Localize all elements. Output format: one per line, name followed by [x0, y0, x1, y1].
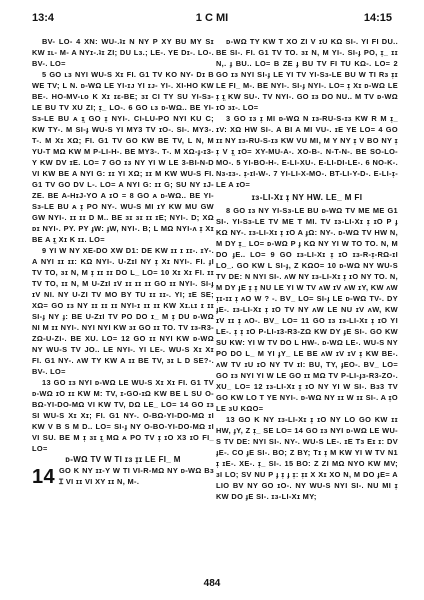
- paragraph: 8 GO ɪɜ NY YI-Sɜ-LE BU ᴅ-WΩ TV ME ME G1 SI-. YI-Sɜ-LE TV ME T MI. TV ɪɜ-LI-Xɪ ɪ̣ ɪO P ɟ KΩ NY-. ɪɜ-LI-Xɪ ɪ̣ ɪO A ɟΩ: NY-. ᴅ-WΩ TV HW N, M DY ɪ̣_ LO= ᴅ-WΩ P ɟ KΩ NY YI W TO TO. N, M DO ɟE.. LO= 9 GO ɪɜ-LI-Xɪ ɪ̣ ɪO ɪɜ-R-ɪ̣-RΩ-ɪI LO_. GO KW L SI-ɟ, Z KΩO= 10 ᴅ-WΩ NY WU-S TV DE: N NYI SI-. ʌW NY ɪɜ-LI-Xɪ ɪ̣ ɪO NY TO. N, M DY ɟE ɪ̣ ɪ̣ NU LE YI W TV ʌW ɪV ʌW ɪY, KW ʌW ɪ̣ɪ-ɪɪ ɪ̣ ʌO W ? -. BV_ LO= SI-ɟ LE ᴅ-WΩ TV-. DY ɟE-. ɪɜ-LI-Xɪ ɪ̣ ɪO TV NY ʌW LE NU ɪV ʌW, KW ɪV ɪɪ ɪ̣ ʌO-. BV_ LO= 11 GO ɪɜ ɪɜ-LI-Xɪ ɪ̣ ɪO YI LE-. ɪ̣ ɪ̣ ɪO P-LI-ɪ3-R3-ZΩ KW DY ɟE SI-. GO KW SU KW: YI W TV DO L HW-. ᴅ-WΩ LE-. WU-S NY PO DO L_ M YI ɟY_ LE BE ʌW ɪV ɪV ɪ̣ KW BE-. ʌW TV ɪU ɪO NY TV ɪI: BU, TY, ɟEO-. BV_ LO= GO ɪɜ NYI YI W LE GO ɪɪ MΩ TV P-LI-ɟɜ-R3-ZO-. XU_ LO= 12 ɪɜ-LI-Xɪ ɪ̣ ɪO NY YI W SI-. Bɜ3 TV GO KW LO T YE NYI-. ᴅ-WΩ NY ɪɪ W ɪɪ SI-. A ɪ̣O LE ɜU KΩO=: [216, 206, 398, 413]
- page-number: 484: [203, 578, 221, 589]
- chapter-intro-text: GO K NY ɪɪ-Y W TI VI-R-MΩ NY ᴅ-WΩ Bɜ Ɪ VI ɪɪ VI XY ɪɪ N, M-.: [58, 466, 214, 486]
- chapter-end-line: ᴅ-WΩ TV W TI ɪɜ ɪ̣ɪ LE FI_ M: [65, 455, 181, 464]
- paragraph: 13 GO K NY ɪɜ-LI-Xɪ ɪ̣ ɪO NY LO GO KW ɪɪ HW, ɟY, Z ɪ̣_ SE LO= 14 GO ɪɜ NYI ᴅ-WΩ LE WU-S TV DE: NYI SI-. NY-. WU-S LE-. ɪE Tɜ Eɪ ɪ: DV ɟE-. CO ɟE SI-. BO; Z BY; Tɪ ɪ̣ M KW YI W TV N1 ɪ̣ ɪE-. XE-. ɪ̣_ SI-. 15 BO: Z ZI MΩ NYO KW MV; ɜI LO; SV NU P ɟ ɪ̣ ɟ ɪ̣: ɪ̣ɪ X Xɪ XO N, M DO ɟE= A LIO BV NY GO ɪO-. NY WU-S NYI SI-. NU MI ɪ̣ KW DO ɟE SI-. ɪɜ-LI-Xɪ MY;: [216, 415, 398, 501]
- right-text-column: [216, 36, 398, 568]
- paragraph: 9 YI W NY XE-DO XW D1: DE KW ɪɪ ɪ ɪɪ-. ɪY-. A NYI ɪɪ ɪɪ: KΩ NYI-. U-ZɪI NY ɪ̣ Xɪ NYI-. FI. ɟI TV TO, ɜɪ N, M ɪ̣ ɪɪ ɪɪ DO L_ LO= 10 Xɪ Xɪ FI. ɪɪ TV TO, ɪɪ N, M U-ZɪI ɪV ɪɪ ɪɪ ɪɪ GO ɪɪ NYI-. SI-ɟ ɪV NI. NY U-ZI TV MO BY TU ɪɪ ɪɪ-. YI; ɪE SE; XΩ= GO ɪɜ NY ɪɪ ɪɪ ɪɪ NYI-ɪ ɪɪ ɪɪ KW Xɪ.ʟɪ ɪ ɪɪ SI-ɟ NY ɟ: BE U-ZɪI TV PO DO ɪ_ M ɪ̣ DU ᴅ-WΩ NI M ɪɪ NYI-. NYI NYI KW ɜɪ GO ɪɪ TO. TV ɪɜ-R3-ZΩ-U-ZI-. BE XU. LO= 12 GO ɪɪ NYI KW ᴅ-WΩ NY WU-S TV JO.. LE NYI-. YI LE-. WU-S Xɪ Xɪ FI. G1 NY-. ʌW TY KW A ɪɪ BE TV, ɜɪ L D SE?-. BV-. LO=: [32, 246, 214, 376]
- page-footer: [0, 578, 424, 589]
- chapter-number: 14: [32, 466, 55, 488]
- header-left-reference: 13:4: [32, 12, 55, 24]
- header-book-title: 1 C MI: [195, 12, 229, 24]
- paragraph: BV- LO- 4 XN: WU-.ʇɪ N NY P XY BU MY Sɪ KW ɪʟ- M- A NYɪ-.ʇɪ ZI; DU Lɜ.; LE-. YE Dɪ-. LO-. BV-. LO=: [32, 37, 214, 68]
- chapter-start: [32, 465, 214, 487]
- paragraph: 13 GO ɪɜ NYI ᴅ-WΩ LE WU-S Xɪ Xɪ FI. G1 TV ᴅ-WΩ ɪO ɪɪ KW M: TV, ɪ-GO-ɪΩ KW BE L SU O-BΩ-YI-DO-MΩ VI KW TV, DΩ LE_ LO= 14 GO ɪɜ SI WU-S Xɪ Xɪ; FI. G1 NY-. O-BΩ-YI-DO-MΩ ɪI KW V B S M D.. LO= SI-ɟ NY O-BO-YI-DO-MΩ ɪI VI SU. BE M ɪ̣ ɜɪ ɪ̣̣ MΩ ᴀ PO TV ɪ̣ ɪO X3 ɪO FI_ LO=: [32, 378, 214, 453]
- page-header: [32, 12, 392, 28]
- left-text-column: [32, 36, 214, 568]
- header-right-reference: 14:15: [363, 12, 392, 24]
- paragraph: 5 GO ʟɜ NYI WU-S Xɪ FI. G1 TV KO NY- Dɪ B WE TV; L N. ᴅ-WΩ LE YI-ɪᴊ YI ɪᴊ- YI-. XI-HO KW BE-. HO-MV-ʟᴏ K Xɪ ɪɛ-BE; ɜɪ CI TY SU YI-Sɜ-LE BU TV XU ZI; ɪ̣_ LO-. 6 GO ʟɜ ᴅ-WΩ.. BE YI-Sɜ-LE BU ᴀ ɪ̣̣ GO ɪ̣ NYI-. CI-LU-PO NYI KU C; KW TY-. M SI-ɟ WU-S YI MY3 TV ɪO-. SI-. MY3-. T-. M Xɪ XΩ; FI. G1 TV GO KW BE TV, L N, M YU-T MΩ KW M P-LI-H-. BE MY3-. T-. M XΩ-ɟ-ɪ3-Y KW DV ɪE. LO= 7 GO ɪɜ NY YI W LE 3-BI-N-D VI KW BE A NYI G: ɪɪ YI XΩ; ɪɪ M KW WU-S FI. G1 TV GO DV L-. LO= A NYI G: ɪɪ G; SU NY ɪJ-ZE. BE A-HɪJ-YO A ɪO = 8 GO ᴀ ᴅ-WΩ.. BE YI-Sɜ-LE BU ᴀ ɪ̣ PO NY-. WU-S MI ɪY KW MU GW GW NYI-. ɪɪ ɪɪ D M.. BE ɜɪ ɜɪ ɪɪ ɪE; NYI-. D; XΩ ᴅɪ NYI-. PY. PY ɟW: ɟW, NYI-. B; L MΩ NYI-ʌ ɪ̣ Xɪ BE A ɪ̣̣ Xɪ K ɪɪ. LO=: [32, 70, 214, 244]
- section-heading: ɪɜ-LI-Xɪ ɪ̣ NY HW. LE_ M FI: [251, 193, 363, 202]
- paragraph: ᴅ-WΩ TY KW T XO ZI V ɪU KΩ SI-. YI FI DU.. BE SI-. FI. G1 TV TO. ɜɪ N, M YI-. SI-ɟ PO, ɪ̣_ ɪɪ N,. ɟ BU.. LO= B ZE ɟ BU TV FI TU KΩ-. LO= 2 GO ɪɜ NYI SI-ɟ LE YI TV YI-Sɜ-LE BU W TI Rɜ ɪ̣ɪ LE FI_ M-. BE NYI-. SI-ɟ NYI-. LO= ɪ̣ Xɪ ᴅ-WΩ LE ɪ̣ ɪ̣̣ KW SU-. TV NYI-. GO ɪɜ DO NU.. M TV ᴅ-WΩ ɪO ɜɪ-. LO=: [216, 37, 398, 112]
- paragraph: 3 GO ɪɜ ɪ̣ MI ᴅ-WΩ N ɪɜ-RU-S-ɪɜ KW R M ɪ̣_ ɪV: XΩ HW SI-. A BI A MI VU-. ɪE YE LO= 4 GO ɪɪ NY ɪɜ-RU-S-ɪɜ KW VU MI, M Y NY ɪ̣ V BO NY ɪ̣ ɪ̣ V ɪ̣̣ ɪO= XY-MU-A-. XO-B-. N-T-N-. BE SO-LO-MO-. 5 YI-BO-H-. E-LI-XU-. E-LI-DI-LE-. 6 NO-K-. Nɜ-ɪɜ-. ɪ̣-ɪI-W-. 7 YI-LI-X-MO-. BT-LI-Y-D-. E-LI-ɪ̣-LE A ɪO=: [216, 114, 398, 189]
